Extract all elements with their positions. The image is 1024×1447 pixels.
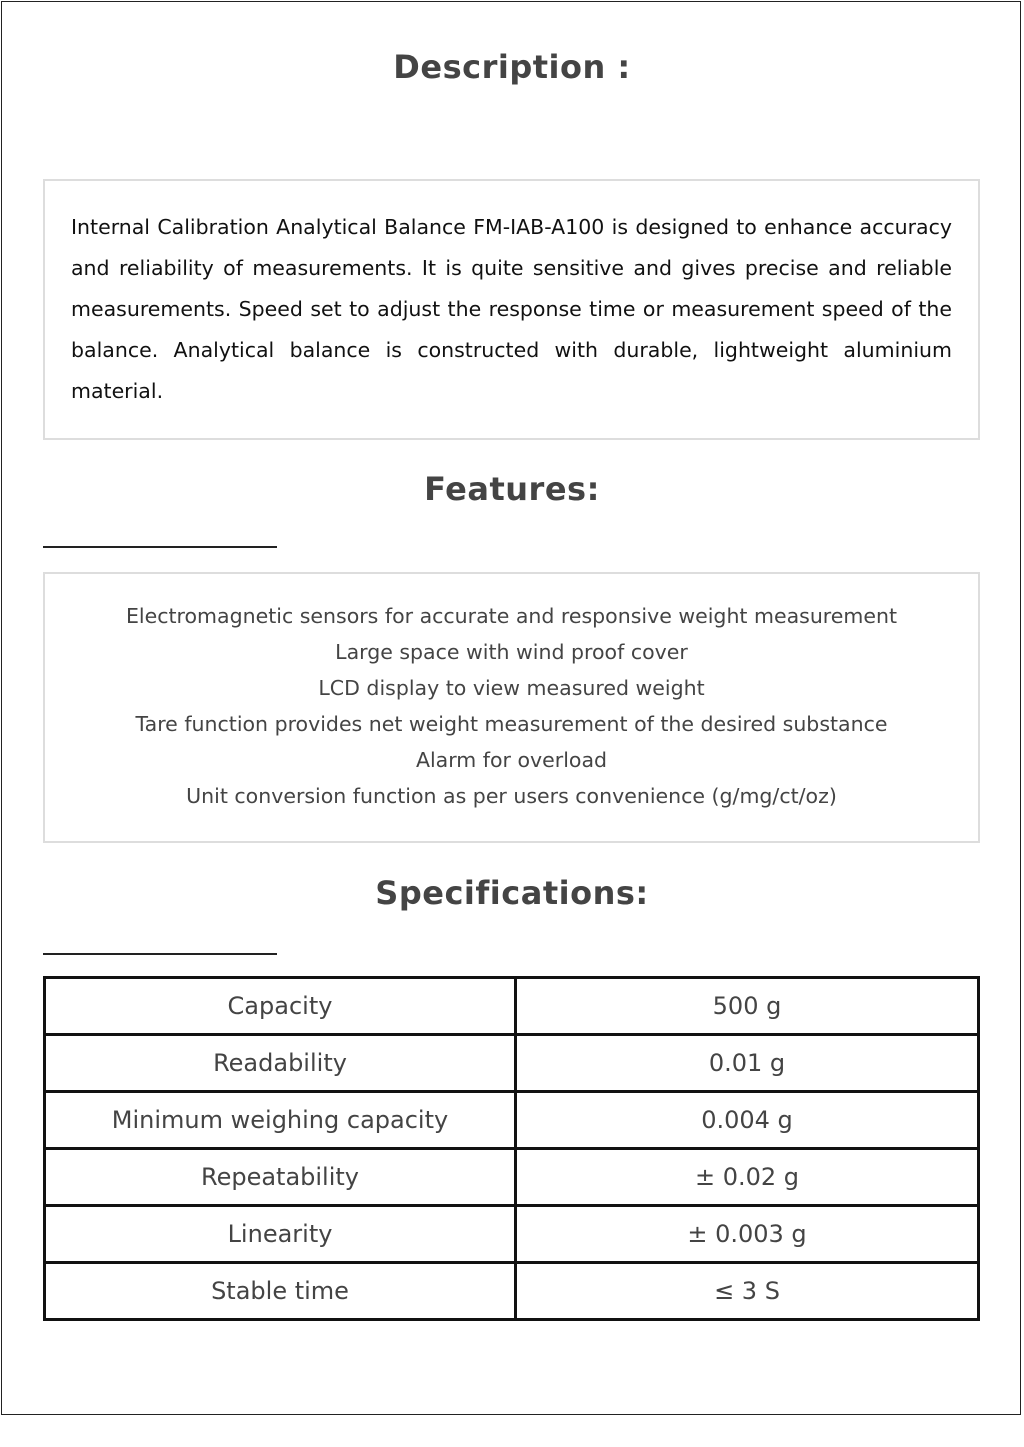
feature-item: Electromagnetic sensors for accurate and responsive weight measurement bbox=[125, 604, 898, 628]
feature-item: Alarm for overload bbox=[415, 748, 608, 772]
feature-item: LCD display to view measured weight bbox=[318, 676, 705, 700]
table-row bbox=[45, 1149, 979, 1206]
spec-label: Repeatability bbox=[45, 1149, 516, 1206]
table-row bbox=[45, 978, 979, 1035]
features-box bbox=[43, 572, 980, 843]
description-box bbox=[43, 179, 980, 440]
specifications-heading: Specifications: bbox=[375, 874, 649, 912]
table-row bbox=[45, 1206, 979, 1263]
spec-label: Capacity bbox=[45, 978, 516, 1035]
spec-value: ± 0.02 g bbox=[516, 1149, 979, 1206]
spec-label: Stable time bbox=[45, 1263, 516, 1320]
specifications-table bbox=[43, 976, 980, 1321]
spec-value: 0.004 g bbox=[516, 1092, 979, 1149]
features-heading: Features: bbox=[424, 470, 600, 508]
table-row bbox=[45, 1035, 979, 1092]
description-heading: Description : bbox=[393, 48, 631, 86]
spec-label: Linearity bbox=[45, 1206, 516, 1263]
feature-item: Large space with wind proof cover bbox=[335, 640, 688, 664]
spec-value: ± 0.003 g bbox=[516, 1206, 979, 1263]
feature-item: Tare function provides net weight measurement of the desired substance bbox=[135, 712, 888, 736]
spec-value: ≤ 3 S bbox=[516, 1263, 979, 1320]
features-divider bbox=[43, 546, 277, 548]
specifications-divider bbox=[43, 953, 277, 955]
spec-value: 0.01 g bbox=[516, 1035, 979, 1092]
spec-label: Minimum weighing capacity bbox=[45, 1092, 516, 1149]
feature-item: Unit conversion function as per users convenience (g/mg/ct/oz) bbox=[186, 784, 837, 808]
spec-label: Readability bbox=[45, 1035, 516, 1092]
table-row bbox=[45, 1092, 979, 1149]
table-row bbox=[45, 1263, 979, 1320]
spec-value: 500 g bbox=[516, 978, 979, 1035]
description-text: Internal Calibration Analytical Balance FM-IAB-A100 is designed to enhance accuracy and reliability of measurements. It is quite sensitive and gives precise and reliable measurements. Speed set to adjust the response time or measurement speed of the balance. Analytical balance is constructed with durable, lightweight aluminium material. bbox=[71, 215, 952, 403]
features-list bbox=[45, 598, 978, 814]
